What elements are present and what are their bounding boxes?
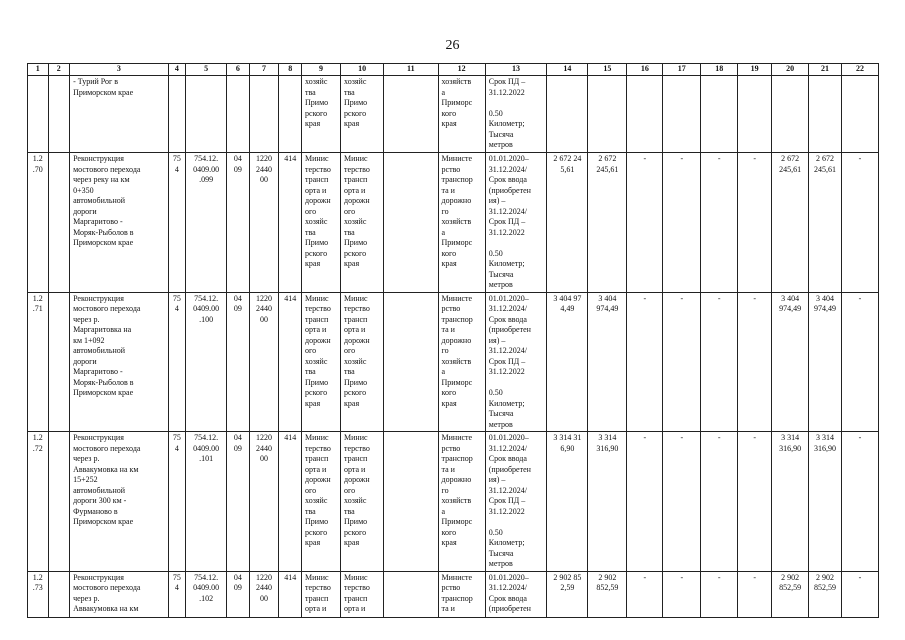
column-header: 10 (341, 64, 384, 76)
table-cell: 3 404 97 4,49 (547, 292, 588, 432)
table-cell: 2 902 852,59 (588, 571, 627, 617)
table-cell: - (627, 432, 663, 572)
table-cell: 2 672 24 5,61 (547, 153, 588, 293)
column-header: 16 (627, 64, 663, 76)
table-cell: - Турий Рог в Приморском крае (70, 76, 169, 153)
table-cell: Минис терство трансп орта и дорожн ого хозяйс тва Примо рского края (302, 153, 341, 293)
table-cell: 3 314 316,90 (588, 432, 627, 572)
table-cell: 75 4 (168, 571, 185, 617)
table-cell (28, 76, 49, 153)
column-header: 1 (28, 64, 49, 76)
table-cell: Реконструкция мостового перехода через р. Аввакумовка на км (70, 571, 169, 617)
column-header: 17 (663, 64, 701, 76)
table-header-row (28, 64, 879, 76)
column-header: 11 (384, 64, 438, 76)
table-cell: Минис терство трансп орта и (341, 571, 384, 617)
table-cell: - (738, 432, 772, 572)
table-cell: - (701, 153, 738, 293)
table-cell (384, 571, 438, 617)
table-cell: 01.01.2020– 31.12.2024/ Срок ввода (приобретен (485, 571, 547, 617)
column-header: 9 (302, 64, 341, 76)
table-cell: 1.2 .73 (28, 571, 49, 617)
table-cell: - (627, 292, 663, 432)
table-cell: 2 672 245,61 (809, 153, 842, 293)
table-cell: 754.12. 0409.00 .101 (186, 432, 227, 572)
table-cell (384, 76, 438, 153)
table-cell (841, 76, 878, 153)
table-cell: - (627, 571, 663, 617)
column-header: 18 (701, 64, 738, 76)
table-cell (48, 571, 70, 617)
table-cell (738, 76, 772, 153)
table-cell: Реконструкция мостового перехода через реку на км 0+350 автомобильной дороги Маргаритово - Моряк-Рыболов в Приморском крае (70, 153, 169, 293)
table-cell: 1220 2440 00 (249, 153, 279, 293)
table-cell (48, 153, 70, 293)
table-cell: - (738, 571, 772, 617)
column-header: 7 (249, 64, 279, 76)
table-cell: 04 09 (227, 432, 250, 572)
table-cell: 2 902 85 2,59 (547, 571, 588, 617)
table-cell: 2 902 852,59 (772, 571, 809, 617)
column-header: 19 (738, 64, 772, 76)
table-cell: 1220 2440 00 (249, 292, 279, 432)
table-cell: Минис терство трансп орта и дорожн ого хозяйс тва Примо рского края (302, 292, 341, 432)
table-cell (48, 432, 70, 572)
table-cell: хозяйств а Приморс кого края (438, 76, 485, 153)
column-header: 2 (48, 64, 70, 76)
table-cell (384, 432, 438, 572)
table-cell: 754.12. 0409.00 .102 (186, 571, 227, 617)
table-cell: 1.2 .72 (28, 432, 49, 572)
table-row (28, 153, 879, 293)
table-cell: 1220 2440 00 (249, 571, 279, 617)
table-cell: 414 (279, 153, 302, 293)
table-cell: 754.12. 0409.00 .099 (186, 153, 227, 293)
table-cell: Минис терство трансп орта и дорожн ого хозяйс тва Примо рского края (341, 153, 384, 293)
table-cell: 1220 2440 00 (249, 432, 279, 572)
budget-table (27, 63, 879, 618)
column-header: 21 (809, 64, 842, 76)
table-cell: Министе рство транспор та и дорожно го хозяйств а Приморс кого края (438, 432, 485, 572)
table-row (28, 292, 879, 432)
table-cell: - (663, 292, 701, 432)
column-header: 6 (227, 64, 250, 76)
column-header: 8 (279, 64, 302, 76)
table-cell: 01.01.2020– 31.12.2024/ Срок ввода (приобретен ия) – 31.12.2024/ Срок ПД – 31.12.2022 0.50 Километр; Тысяча метров (485, 153, 547, 293)
table-cell (701, 76, 738, 153)
table-cell: 754.12. 0409.00 .100 (186, 292, 227, 432)
table-cell: 75 4 (168, 432, 185, 572)
table-cell: - (663, 571, 701, 617)
table-cell: Минис терство трансп орта и дорожн ого хозяйс тва Примо рского края (341, 292, 384, 432)
column-header: 13 (485, 64, 547, 76)
table-cell (48, 76, 70, 153)
column-header: 15 (588, 64, 627, 76)
table-cell: 3 314 316,90 (809, 432, 842, 572)
table-cell: 75 4 (168, 153, 185, 293)
page-number: 26 (445, 38, 460, 53)
table-cell (384, 153, 438, 293)
table-cell: 3 314 31 6,90 (547, 432, 588, 572)
table-cell: 414 (279, 292, 302, 432)
table-cell: 75 4 (168, 292, 185, 432)
table-cell: хозяйс тва Примо рского края (302, 76, 341, 153)
table-row (28, 432, 879, 572)
table-cell (186, 76, 227, 153)
column-header: 22 (841, 64, 878, 76)
table-cell (227, 76, 250, 153)
table-cell: хозяйс тва Примо рского края (341, 76, 384, 153)
table-cell: Реконструкция мостового перехода через р. Аввакумовка на км 15+252 автомобильной дороги 300 км - Фурманово в Приморском крае (70, 432, 169, 572)
table-cell: 414 (279, 432, 302, 572)
table-cell: 2 672 245,61 (772, 153, 809, 293)
column-header: 3 (70, 64, 169, 76)
table-cell: 01.01.2020– 31.12.2024/ Срок ввода (приобретен ия) – 31.12.2024/ Срок ПД – 31.12.2022 0.50 Километр; Тысяча метров (485, 292, 547, 432)
column-header: 20 (772, 64, 809, 76)
table-cell: Реконструкция мостового перехода через р. Маргаритовка на км 1+092 автомобильной дороги Маргаритово - Моряк-Рыболов в Приморском крае (70, 292, 169, 432)
table-cell: Минис терство трансп орта и (302, 571, 341, 617)
table-cell: - (663, 432, 701, 572)
table-cell (627, 76, 663, 153)
table-cell (279, 76, 302, 153)
table-cell: 3 404 974,49 (809, 292, 842, 432)
table-cell: Министе рство транспор та и дорожно го хозяйств а Приморс кого края (438, 153, 485, 293)
table-cell: 04 09 (227, 292, 250, 432)
column-header: 14 (547, 64, 588, 76)
table-cell: - (841, 292, 878, 432)
table-cell (168, 76, 185, 153)
table-cell (547, 76, 588, 153)
table-cell: Министе рство транспор та и (438, 571, 485, 617)
table-cell: 1.2 .71 (28, 292, 49, 432)
table-row (28, 76, 879, 153)
table-cell: 2 672 245,61 (588, 153, 627, 293)
table-cell: - (841, 153, 878, 293)
table-cell: Срок ПД – 31.12.2022 0.50 Километр; Тысяча метров (485, 76, 547, 153)
table-cell: 1.2 .70 (28, 153, 49, 293)
table-cell (48, 292, 70, 432)
table-cell (384, 292, 438, 432)
table-cell: 3 404 974,49 (588, 292, 627, 432)
table-cell: - (701, 292, 738, 432)
table-cell: 01.01.2020– 31.12.2024/ Срок ввода (приобретен ия) – 31.12.2024/ Срок ПД – 31.12.2022 0.50 Километр; Тысяча метров (485, 432, 547, 572)
table-cell: Министе рство транспор та и дорожно го хозяйств а Приморс кого края (438, 292, 485, 432)
table-cell: - (663, 153, 701, 293)
column-header: 4 (168, 64, 185, 76)
table-cell: 2 902 852,59 (809, 571, 842, 617)
table-row (28, 571, 879, 617)
table-cell (663, 76, 701, 153)
table-cell (588, 76, 627, 153)
table-cell (809, 76, 842, 153)
table-cell (772, 76, 809, 153)
column-header: 5 (186, 64, 227, 76)
table-cell: 3 404 974,49 (772, 292, 809, 432)
table-cell: 04 09 (227, 571, 250, 617)
table-cell (249, 76, 279, 153)
table-cell: - (701, 571, 738, 617)
table-cell: Минис терство трансп орта и дорожн ого хозяйс тва Примо рского края (341, 432, 384, 572)
table-cell: - (627, 153, 663, 293)
table-cell: 414 (279, 571, 302, 617)
table-cell: 3 314 316,90 (772, 432, 809, 572)
table-cell: - (841, 571, 878, 617)
table-cell: - (738, 292, 772, 432)
table-cell: - (701, 432, 738, 572)
table-cell: 04 09 (227, 153, 250, 293)
table-cell: - (841, 432, 878, 572)
table-cell: - (738, 153, 772, 293)
column-header: 12 (438, 64, 485, 76)
table-cell: Минис терство трансп орта и дорожн ого хозяйс тва Примо рского края (302, 432, 341, 572)
